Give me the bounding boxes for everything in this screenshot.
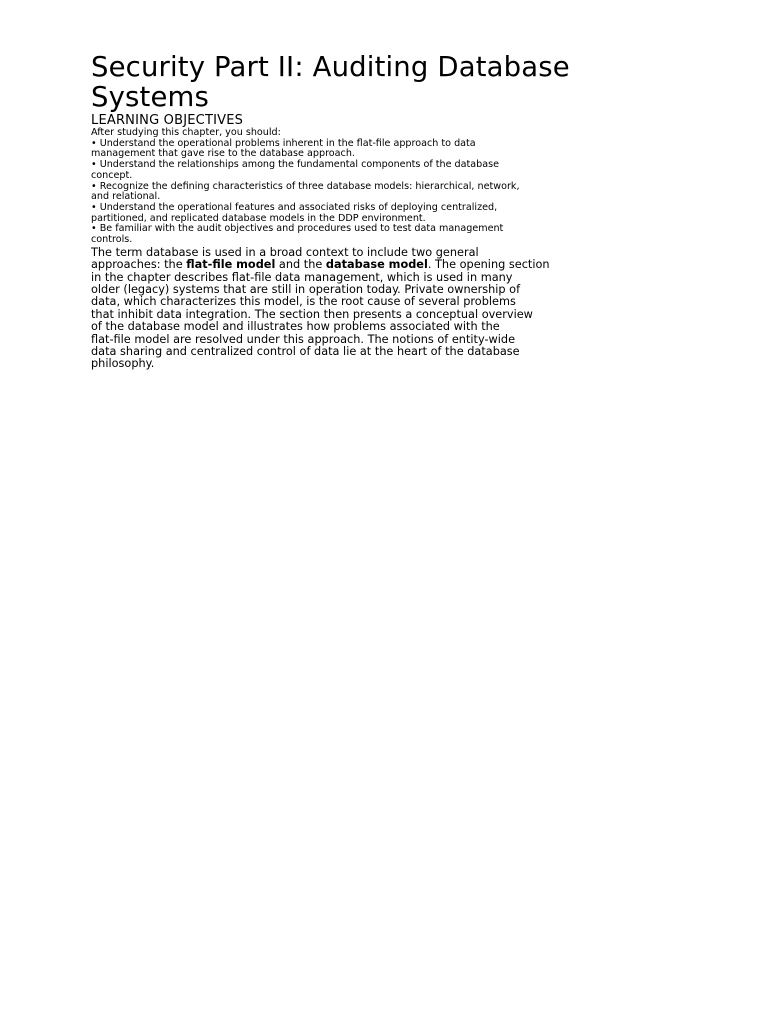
objective-line: • Recognize the defining characteristics of three database models: hierarchical, network, [91,180,520,192]
objective-line: • Understand the operational features and associated risks of deploying centralized, [91,201,498,213]
objective-line: • Be familiar with the audit objectives and procedures used to test data management [91,223,504,235]
paragraph-line [91,259,651,271]
paragraph-line: older (legacy) systems that are still in operation today. Private ownership of [91,282,521,296]
learning-objectives-heading: LEARNING OBJECTIVES [91,113,244,128]
document-title [91,52,651,112]
objective-line: concept. [91,169,133,181]
paragraph-text: . The opening section [427,258,550,272]
document-page [91,52,651,371]
paragraph-line: data, which characterizes this model, is the root cause of several problems [91,295,516,309]
paragraph-text: and the [275,258,326,272]
term-database-model: database model [325,258,428,272]
objectives-intro: After studying this chapter, you should: [91,127,281,138]
title-line: Systems [91,81,209,113]
paragraph-line: The term database is used in a broad context to include two general [91,245,479,259]
paragraph-line: data sharing and centralized control of data lie at the heart of the database [91,344,520,358]
objective-line: partitioned, and replicated database models in the DDP environment. [91,212,426,224]
term-flat-file-model: flat-file model [186,258,276,272]
intro-paragraph [91,247,651,371]
objective-line: controls. [91,234,133,246]
objective-line: and relational. [91,191,161,203]
paragraph-line: flat-file model are resolved under this approach. The notions of entity-wide [91,332,516,346]
paragraph-line: that inhibit data integration. The section then presents a conceptual overview [91,307,533,321]
paragraph-text: approaches: the [91,258,187,272]
paragraph-line: philosophy. [91,357,155,371]
objectives-block [91,128,651,246]
paragraph-line: of the database model and illustrates how problems associated with the [91,320,500,334]
title-line: Security Part II: Auditing Database [91,51,570,83]
objective-line: • Understand the relationships among the fundamental components of the database [91,159,500,171]
paragraph-line: in the chapter describes flat-file data management, which is used in many [91,270,513,284]
objective-line: management that gave rise to the database approach. [91,148,355,160]
objective-line: • Understand the operational problems inherent in the flat-file approach to data [91,137,476,149]
